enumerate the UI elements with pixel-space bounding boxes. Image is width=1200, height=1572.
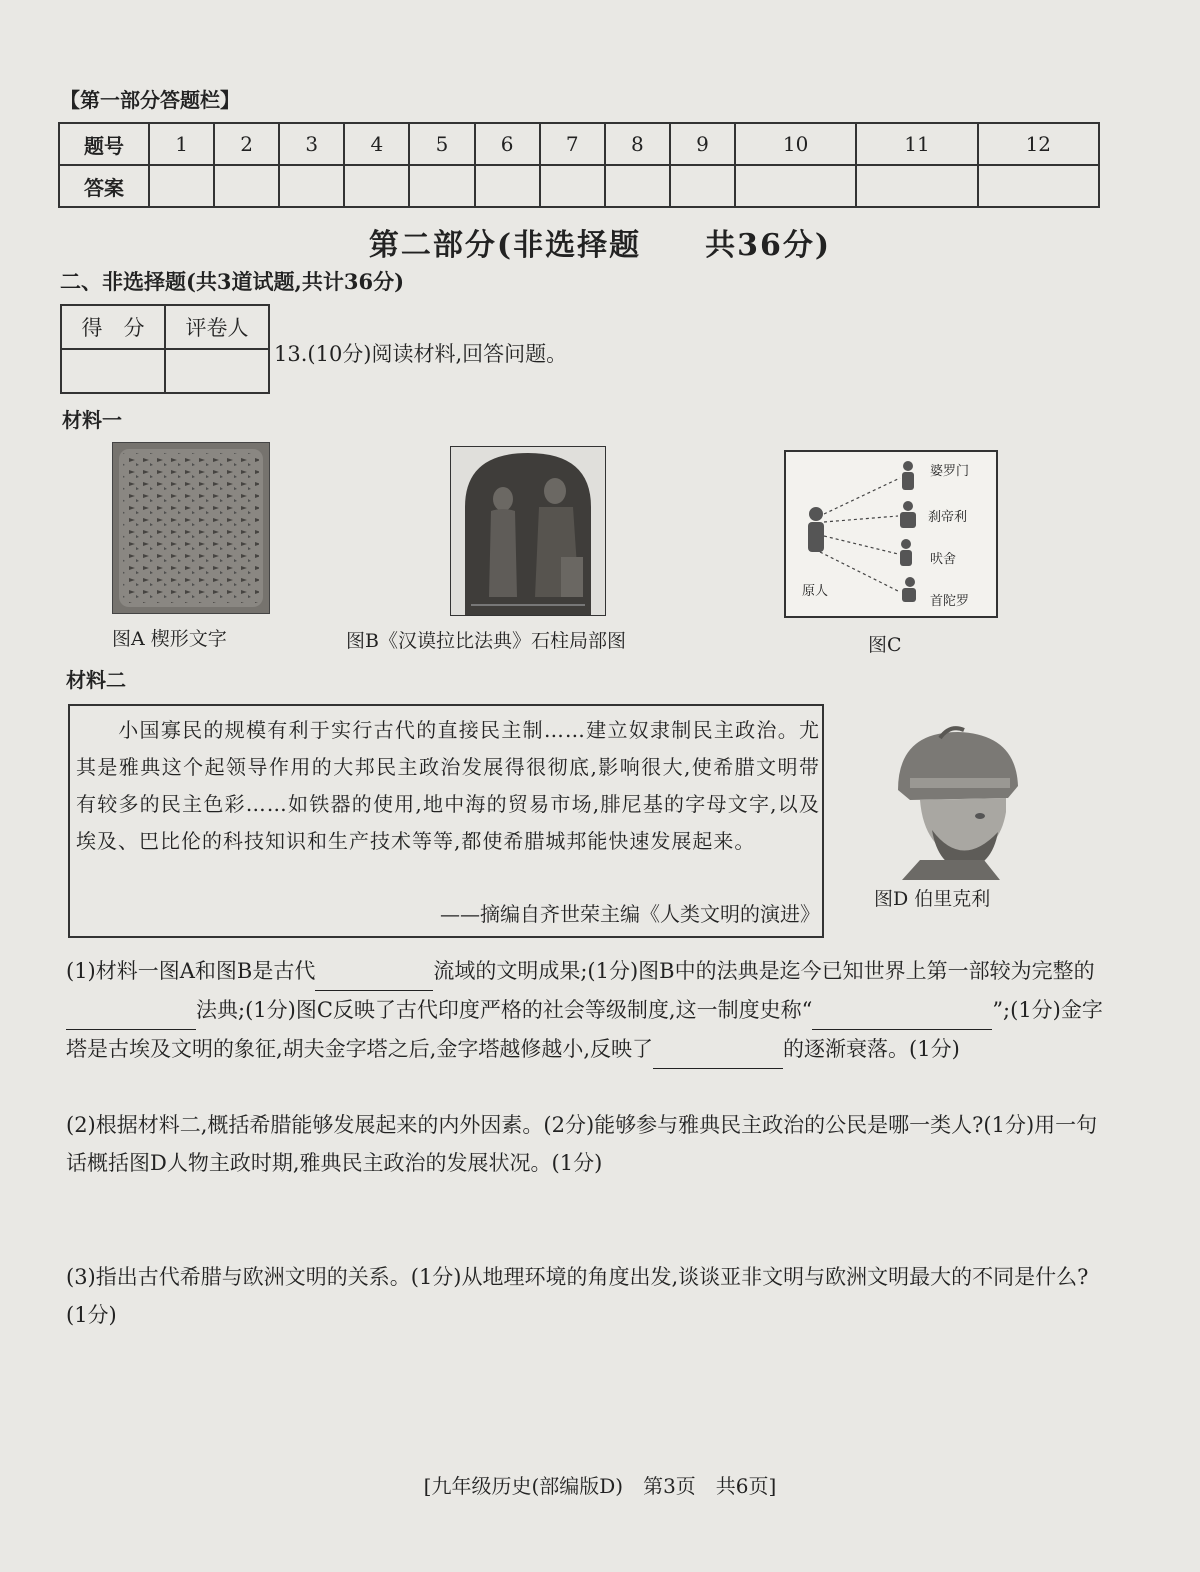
question-2: (2)根据材料二,概括希腊能够发展起来的内外因素。(2分)能够参与雅典民主政治的公民是哪一类人?(1分)用一句话概括图D人物主政时期,雅典民主政治的发展状况。(1分) — [66, 1113, 1098, 1175]
question-number: 11 — [856, 123, 977, 165]
figure-d-caption: 图D 伯里克利 — [874, 888, 991, 910]
answer-bar-title: 【第一部分答题栏】 — [60, 88, 240, 112]
answer-cell[interactable] — [540, 165, 605, 207]
question-number: 10 — [735, 123, 856, 165]
answer-row-label: 答案 — [59, 165, 149, 207]
question-number: 5 — [409, 123, 474, 165]
pericles-bust-image — [880, 720, 1030, 880]
part2-title: 第二部分(非选择题 共36分) — [368, 228, 832, 263]
answer-blank-caste[interactable] — [812, 991, 992, 1030]
answer-cell[interactable] — [409, 165, 474, 207]
answer-cell[interactable] — [149, 165, 214, 207]
question-number: 1 — [149, 123, 214, 165]
number-row — [59, 123, 1099, 165]
question-number: 8 — [605, 123, 670, 165]
purusha-label: 原人 — [802, 584, 829, 599]
figure-c-caption: 图C — [868, 634, 902, 656]
question-number: 4 — [344, 123, 409, 165]
figure-b-caption: 图B《汉谟拉比法典》石柱局部图 — [346, 630, 626, 652]
score-cell[interactable] — [61, 349, 165, 393]
answer-cell[interactable] — [670, 165, 735, 207]
material2-source: ——摘编自齐世荣主编《人类文明的演进》 — [440, 902, 820, 926]
question-number: 2 — [214, 123, 279, 165]
page-footer: [九年级历史(部编版D) 第3页 共6页] — [423, 1474, 777, 1498]
grader-label: 评卷人 — [165, 305, 269, 349]
question-13-title: 13.(10分)阅读材料,回答问题。 — [274, 342, 568, 366]
number-row-label: 题号 — [59, 123, 149, 165]
hammurabi-stele-image — [450, 446, 606, 616]
answer-cell[interactable] — [279, 165, 344, 207]
question-1: (1)材料一图A和图B是古代 流域的文明成果;(1分)图B中的法典是迄今已知世界上第一部较为完整的 法典;(1分)图C反映了古代印度严格的社会等级制度,这一制度史称“ ”;(1分)金字塔是古埃及文明的象征,胡夫金字塔之后,金字塔越修越小,反映了 的逐渐衰落。(1分) — [66, 952, 1106, 1069]
score-label: 得 分 — [61, 305, 165, 349]
answer-cell[interactable] — [605, 165, 670, 207]
caste-system-diagram — [784, 450, 998, 618]
answer-blank-law[interactable] — [66, 991, 196, 1030]
caste-kshatriya-label: 刹帝利 — [928, 510, 968, 525]
answer-row — [59, 165, 1099, 207]
section-heading: 二、非选择题(共3道试题,共计36分) — [60, 269, 405, 294]
answer-cell[interactable] — [344, 165, 409, 207]
question-number: 12 — [978, 123, 1099, 165]
score-box — [60, 304, 270, 394]
answer-table — [58, 122, 1100, 208]
material2-text — [76, 712, 820, 860]
material2-label: 材料二 — [66, 668, 126, 692]
question-number: 7 — [540, 123, 605, 165]
answer-cell[interactable] — [735, 165, 856, 207]
material2-paragraph: 小国寡民的规模有利于实行古代的直接民主制……建立奴隶制民主政治。尤其是雅典这个起领导作用的大邦民主政治发展得很彻底,影响很大,使希腊文明带有较多的民主色彩……如铁器的使用,地中海的贸易市场,腓尼基的字母文字,以及埃及、巴比伦的科技知识和生产技术等等,都使希腊城邦能快速发展起来。 — [76, 718, 820, 853]
answer-cell[interactable] — [978, 165, 1099, 207]
answer-blank-decline[interactable] — [653, 1030, 783, 1069]
question-number: 9 — [670, 123, 735, 165]
answer-blank-river[interactable] — [315, 952, 433, 991]
caste-shudra-label: 首陀罗 — [930, 594, 970, 609]
caste-brahmin-label: 婆罗门 — [930, 464, 970, 479]
figure-a-caption: 图A 楔形文字 — [112, 628, 227, 650]
grader-cell[interactable] — [165, 349, 269, 393]
question-number: 6 — [475, 123, 540, 165]
question-3: (3)指出古代希腊与欧洲文明的关系。(1分)从地理环境的角度出发,谈谈亚非文明与欧洲文明最大的不同是什么?(1分) — [66, 1265, 1089, 1327]
answer-cell[interactable] — [475, 165, 540, 207]
material1-label: 材料一 — [62, 408, 122, 432]
caste-vaishya-label: 吠舍 — [930, 552, 957, 567]
answer-cell[interactable] — [856, 165, 977, 207]
answer-cell[interactable] — [214, 165, 279, 207]
cuneiform-tablet-image — [112, 442, 270, 614]
question-number: 3 — [279, 123, 344, 165]
